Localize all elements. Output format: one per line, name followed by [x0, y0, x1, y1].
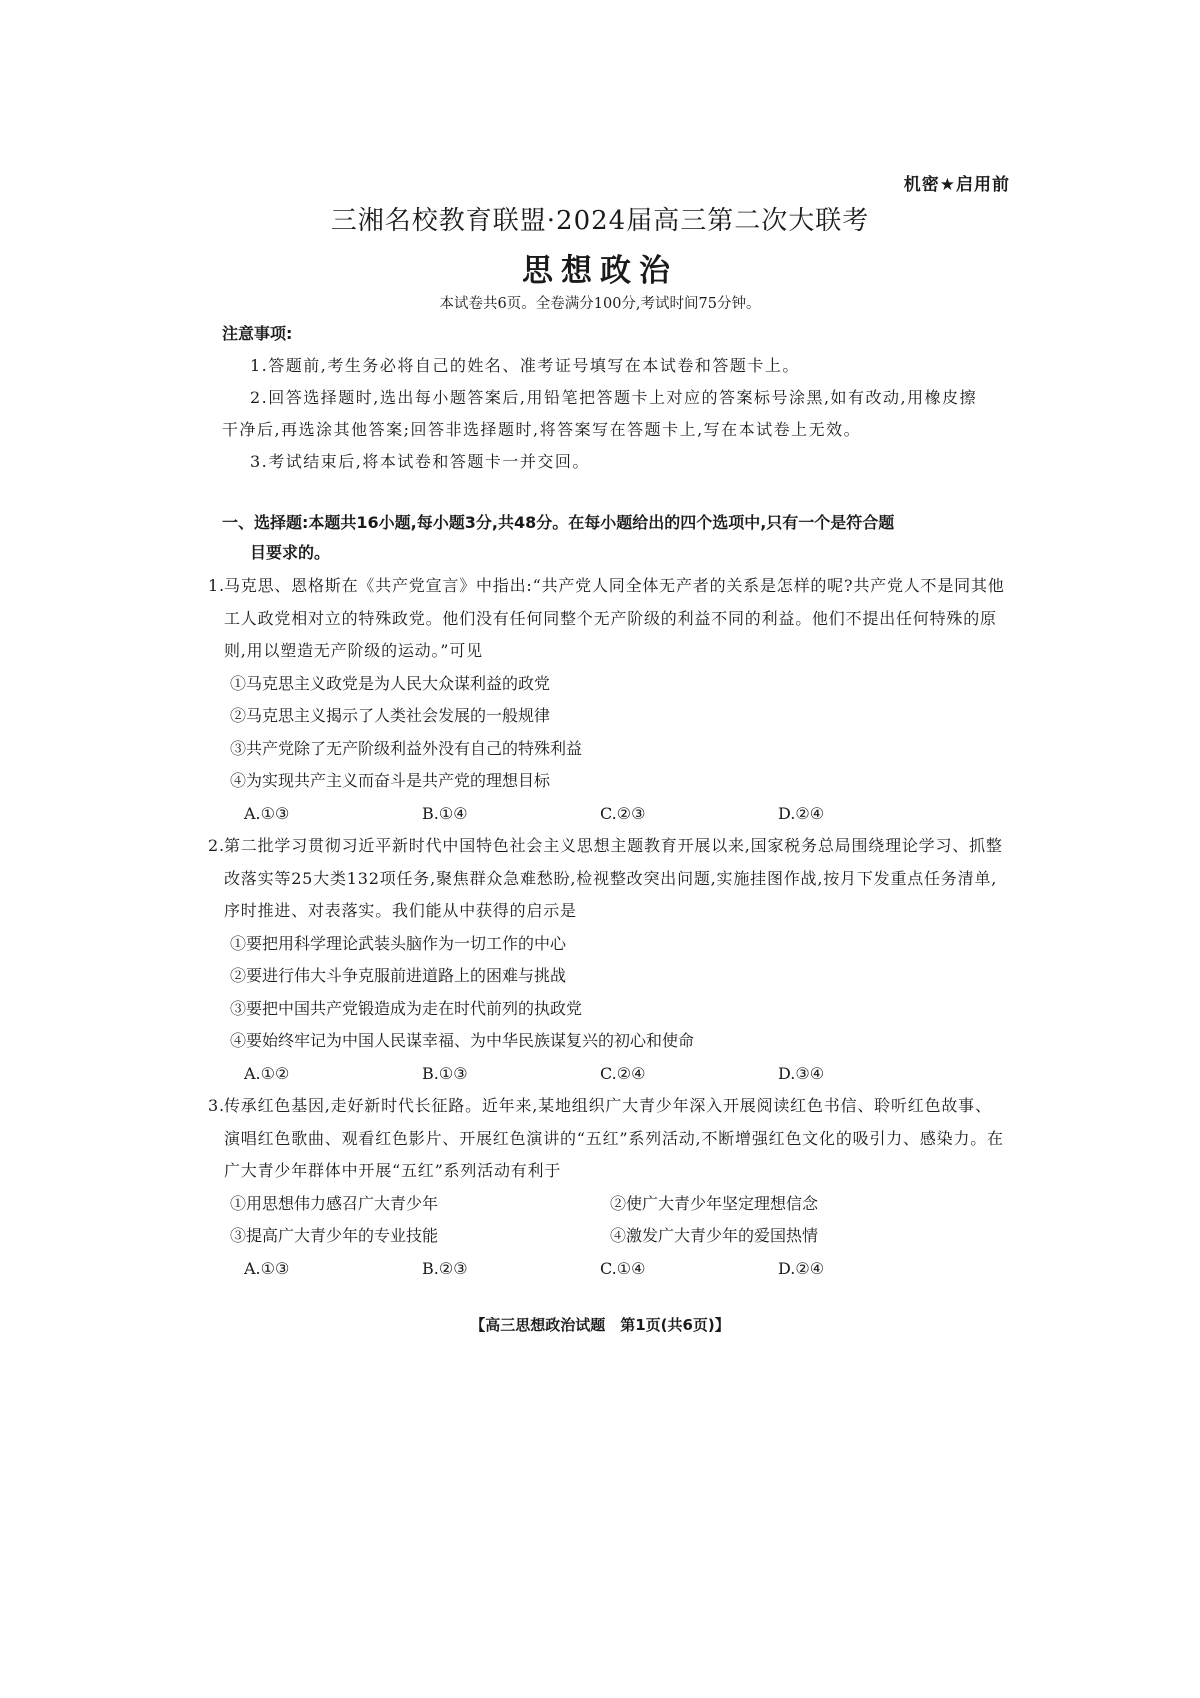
note-item: 2.回答选择题时,选出每小题答案后,用铅笔把答题卡上对应的答案标号涂黑,如有改动,用橡皮擦干净后,再选涂其他答案;回答非选择题时,将答案写在答题卡上,写在本试卷上无效。	[222, 388, 978, 439]
section-heading	[222, 508, 1002, 568]
question-stem	[208, 830, 1008, 928]
question-text: 第二批学习贯彻习近平新时代中国特色社会主义思想主题教育开展以来,国家税务总局围绕理论学习、抓整改落实等25大类132项任务,聚焦群众急难愁盼,检视整改突出问题,实施挂图作战,按月下发重点任务清单,序时推进、对表落实。我们能从中获得的启示是	[224, 836, 1003, 920]
confidential-label: 机密★启用前	[903, 175, 1010, 195]
question-3	[208, 1090, 1008, 1285]
answer-choice-b: B.②③	[422, 1258, 468, 1278]
question-list	[208, 570, 1008, 1285]
section-heading-line: 一、选择题:本题共16小题,每小题3分,共48分。在每小题给出的四个选项中,只有一个是符合题	[222, 513, 895, 532]
option-item: ③提高广大青少年的专业技能	[230, 1226, 439, 1245]
subject-title: 思想政治	[522, 253, 678, 289]
option-item: ④激发广大青少年的爱国热情	[610, 1226, 819, 1245]
answer-choice-d: D.②④	[778, 803, 825, 823]
option-item: ③要把中国共产党锻造成为走在时代前列的执政党	[230, 998, 583, 1018]
answer-choice-c: C.①④	[600, 1258, 646, 1278]
answer-choices	[208, 1253, 1008, 1286]
answer-choices	[208, 798, 1008, 831]
note-item: 1.答题前,考生务必将自己的姓名、准考证号填写在本试卷和答题卡上。	[250, 356, 800, 375]
option-row	[208, 1220, 1008, 1253]
note-item: 3.考试结束后,将本试卷和答题卡一并交回。	[250, 452, 590, 471]
question-1	[208, 570, 1008, 830]
answer-choice-a: A.①③	[244, 803, 290, 823]
option-item: ①马克思主义政党是为人民大众谋利益的政党	[230, 673, 551, 693]
option-item: ③共产党除了无产阶级利益外没有自己的特殊利益	[230, 738, 583, 758]
answer-choices	[208, 1058, 1008, 1091]
option-item: ④为实现共产主义而奋斗是共产党的理想目标	[230, 771, 551, 790]
option-item: ②要进行伟大斗争克服前进道路上的困难与挑战	[230, 966, 567, 985]
question-number: 2.	[208, 836, 225, 855]
option-item: ①用思想伟力感召广大青少年	[230, 1193, 439, 1213]
answer-choice-d: D.③④	[778, 1063, 825, 1083]
question-stem	[208, 570, 1008, 668]
answer-choice-a: A.①③	[244, 1258, 290, 1278]
notes-block	[222, 318, 982, 478]
option-item: ①要把用科学理论武装头脑作为一切工作的中心	[230, 933, 567, 953]
option-item: ②使广大青少年坚定理想信念	[610, 1193, 819, 1213]
notes-heading: 注意事项:	[222, 324, 293, 343]
option-row	[208, 1188, 1008, 1221]
answer-choice-b: B.①④	[422, 803, 468, 823]
option-item: ④要始终牢记为中国人民谋幸福、为中华民族谋复兴的初心和使命	[230, 1031, 695, 1050]
answer-choice-a: A.①②	[244, 1063, 290, 1083]
exam-title: 三湘名校教育联盟·2024届高三第二次大联考	[330, 206, 870, 236]
question-number: 1.	[208, 576, 225, 595]
answer-choice-d: D.②④	[778, 1258, 825, 1278]
section-heading-line: 目要求的。	[250, 543, 331, 562]
answer-choice-b: B.①③	[422, 1063, 468, 1083]
question-number: 3.	[208, 1096, 225, 1115]
question-2	[208, 830, 1008, 1090]
question-text: 传承红色基因,走好新时代长征路。近年来,某地组织广大青少年深入开展阅读红色书信、聆听红色故事、演唱红色歌曲、观看红色影片、开展红色演讲的“五红”系列活动,不断增强红色文化的吸引力、感染力。在广大青少年群体中开展“五红”系列活动有利于	[224, 1096, 1004, 1180]
answer-choice-c: C.②④	[600, 1063, 646, 1083]
question-stem	[208, 1090, 1008, 1188]
question-text: 马克思、恩格斯在《共产党宣言》中指出:“共产党人同全体无产者的关系是怎样的呢?共产党人不是同其他工人政党相对立的特殊政党。他们没有任何同整个无产阶级的利益不同的利益。他们不提出任何特殊的原则,用以塑造无产阶级的运动。”可见	[224, 576, 1005, 660]
answer-choice-c: C.②③	[600, 803, 646, 823]
page-footer: 【高三思想政治试题 第1页(共6页)】	[470, 1316, 730, 1334]
option-item: ②马克思主义揭示了人类社会发展的一般规律	[230, 706, 551, 725]
exam-info: 本试卷共6页。全卷满分100分,考试时间75分钟。	[439, 296, 761, 312]
